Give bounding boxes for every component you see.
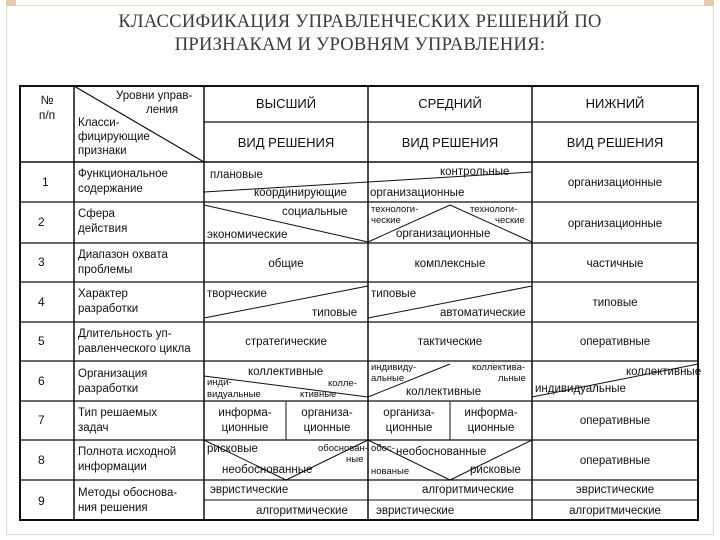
row8-justified-high-2: ные	[346, 454, 364, 465]
row6-indiv-high-2: видуальные	[207, 389, 261, 400]
header-num-2: п/п	[38, 108, 56, 122]
row5-feature-2: равленческого цикла	[78, 343, 191, 355]
row6-indiv-mid-1: индивиду-	[371, 362, 417, 373]
row6-num: 6	[38, 374, 45, 388]
row4-typical-high: типовые	[312, 307, 358, 319]
row8-unjustified-high: необоснованные	[222, 464, 313, 476]
row6-indiv-mid-2: альные	[371, 373, 405, 384]
row1-low: организационные	[567, 177, 663, 189]
row1-organizational: организационные	[370, 187, 465, 199]
row2-social: социальные	[282, 206, 348, 218]
row2-num: 2	[38, 215, 45, 229]
row5-feature-1: Длительность уп-	[78, 328, 172, 340]
header-kind-high: ВИД РЕШЕНИЯ	[237, 135, 335, 150]
row7-info-mid-2: ционные	[467, 422, 515, 434]
row9-heuristic-low: эвристические	[575, 484, 655, 496]
row7-num: 7	[38, 413, 45, 427]
row4-feature-2: разработки	[78, 303, 139, 315]
row2-low: организационные	[567, 218, 663, 230]
row2-feature-2: действия	[78, 223, 128, 235]
row7-info-high-2: ционные	[221, 422, 269, 434]
row3-num: 3	[38, 255, 45, 269]
row7-org-high-1: организа-	[301, 407, 353, 419]
row3-low: частичные	[586, 258, 644, 270]
row8-low: оперативные	[579, 455, 651, 467]
row9-algorithmic-low: алгоритмические	[569, 505, 661, 517]
row9-heuristic-mid: эвристические	[376, 505, 455, 517]
row8-justified-high-1: обоснован-	[318, 443, 368, 454]
header-high: ВЫСШИЙ	[255, 96, 317, 111]
row8-risky-mid: рисковые	[470, 464, 521, 476]
header-class-1: Класси-	[78, 117, 120, 129]
row2-organizational: организационные	[396, 228, 491, 240]
row9-heuristic-high: эвристические	[210, 484, 289, 496]
row9-algorithmic-mid: алгоритмические	[422, 484, 514, 496]
row2-tech-2-b: ческие	[495, 215, 525, 226]
row3-mid: комплексные	[414, 258, 486, 270]
row4-num: 4	[38, 295, 45, 309]
row7-org-mid-1: организа-	[383, 407, 435, 419]
row7-org-high-2: ционные	[303, 422, 351, 434]
header-class-3: признаки	[78, 145, 127, 157]
header-mid: СРЕДНИЙ	[418, 96, 482, 111]
row5-num: 5	[38, 334, 45, 348]
header-low: НИЖНИЙ	[585, 96, 645, 111]
row8-feature-2: информации	[78, 461, 147, 473]
row8-justified-mid-2: нованые	[371, 466, 410, 477]
row6-feature-1: Организация	[78, 368, 148, 380]
row7-org-mid-2: ционные	[385, 422, 433, 434]
row6-collective-mid: коллективные	[406, 386, 482, 398]
row5-low: оперативные	[579, 336, 651, 348]
row1-feature-2: содержание	[78, 183, 143, 195]
row6-collect-mid-1: коллектива-	[472, 362, 526, 373]
row8-num: 8	[38, 453, 45, 467]
row6-indiv-high-1: инди-	[207, 377, 232, 388]
row9-num: 9	[38, 494, 45, 508]
row2-tech-2-a: технологи-	[470, 204, 518, 215]
row4-typical-mid: типовые	[371, 288, 417, 300]
header-num-1: №	[40, 93, 54, 107]
row1-planned: плановые	[210, 169, 263, 181]
slide-title-line-2: ПРИЗНАКАМ И УРОВНЯМ УПРАВЛЕНИЯ:	[174, 35, 546, 55]
row8-justified-mid-1: обос-	[371, 443, 395, 454]
row1-feature-1: Функциональное	[78, 168, 168, 180]
row6-collective-high: коллективные	[248, 366, 324, 378]
row1-coordinating: координирующие	[254, 187, 347, 199]
row7-feature-1: Тип решаемых	[78, 407, 158, 419]
row2-tech-1-b: ческие	[371, 215, 401, 226]
header-kind-mid: ВИД РЕШЕНИЯ	[401, 135, 499, 150]
row4-low: типовые	[592, 297, 638, 309]
row4-automatic: автоматические	[440, 307, 526, 319]
row8-risky-high: рисковые	[207, 443, 258, 455]
row6-collective-low: коллективные	[626, 366, 702, 378]
row7-low: оперативные	[579, 415, 651, 427]
row9-feature-2: ния решения	[78, 502, 148, 514]
header-kind-low: ВИД РЕШЕНИЯ	[566, 135, 664, 150]
row6-individual-low: индивидуальные	[535, 383, 626, 395]
row3-feature-2: проблемы	[78, 264, 133, 276]
row1-num: 1	[42, 175, 49, 189]
row9-feature-1: Методы обоснова-	[78, 487, 178, 499]
row2-feature-1: Сфера	[78, 208, 115, 220]
row3-feature-1: Диапазон охвата	[78, 249, 168, 261]
row4-feature-1: Характер	[78, 288, 128, 300]
row2-tech-1-a: технологи-	[371, 204, 419, 215]
row6-collect-mid-2: льные	[498, 373, 526, 384]
row8-unjustified-mid: необоснованные	[396, 446, 487, 458]
row9-algorithmic-high: алгоритмические	[256, 505, 348, 517]
row7-info-mid-1: информа-	[464, 407, 518, 419]
slide-title-line-1: КЛАССИФИКАЦИЯ УПРАВЛЕНЧЕСКИХ РЕШЕНИЙ ПО	[118, 12, 602, 32]
header-levels-2: ления	[146, 104, 179, 116]
row8-feature-1: Полнота исходной	[78, 446, 177, 458]
row7-feature-2: задач	[78, 422, 109, 434]
row7-info-high-1: информа-	[218, 407, 272, 419]
row6-feature-2: разработки	[78, 383, 139, 395]
row1-control: контрольные	[440, 166, 510, 178]
row4-creative: творческие	[207, 288, 267, 300]
header-levels-1: Уровни управ-	[116, 90, 193, 102]
row5-high: стратегические	[245, 336, 327, 348]
row2-economic: экономические	[207, 229, 288, 241]
row6-collect-high-2: ктивные	[300, 389, 337, 400]
header-class-2: фицирующие	[78, 131, 150, 143]
row3-high: общие	[268, 258, 304, 270]
row6-collect-high-1: колле-	[328, 378, 357, 389]
row5-mid: тактические	[417, 336, 483, 348]
